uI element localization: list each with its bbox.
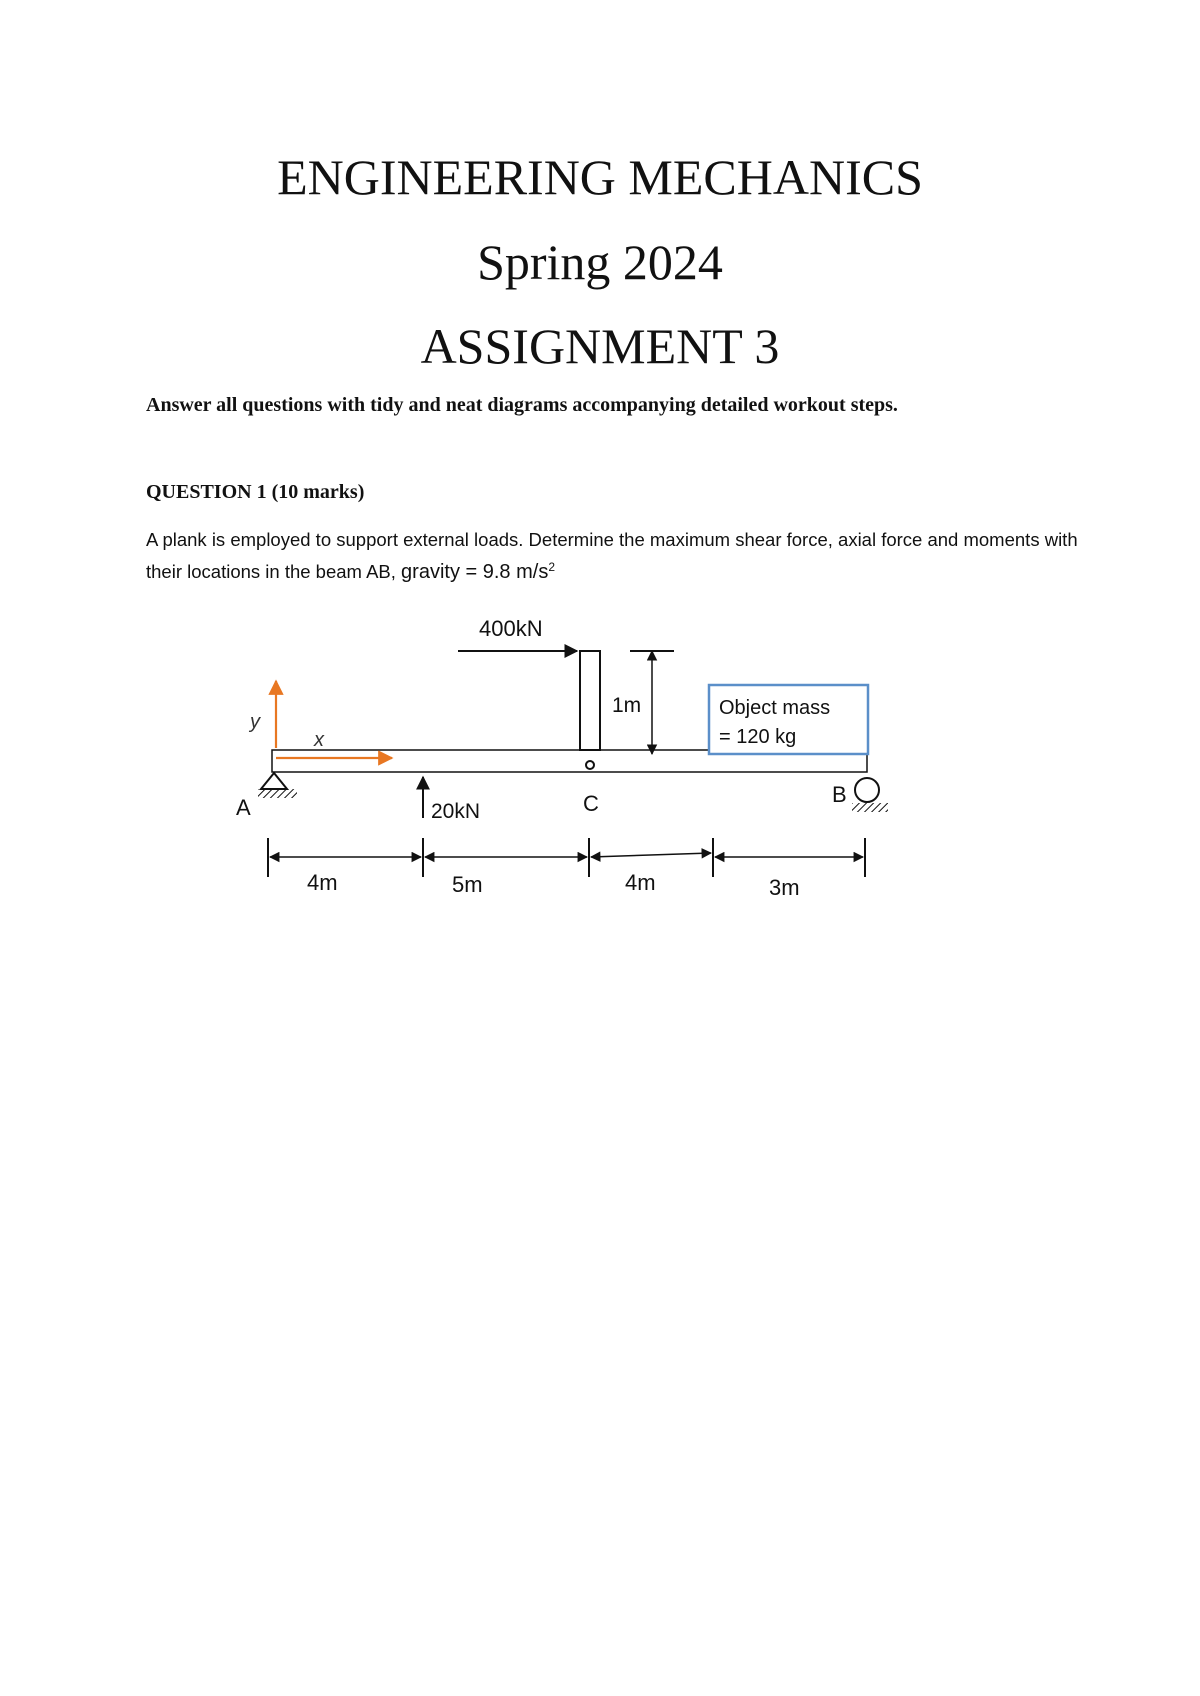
dim-label-2: 5m: [452, 872, 483, 897]
y-axis-label: y: [250, 711, 260, 733]
point-b-label: B: [832, 782, 847, 807]
post-height-label: 1m: [612, 694, 642, 717]
horizontal-load-label: 400kN: [479, 616, 543, 641]
point-a-label: A: [236, 795, 251, 820]
pin-support-a: [261, 773, 287, 789]
instructions: Answer all questions with tidy and neat diagrams accompanying detailed workout steps.: [146, 394, 898, 416]
dim-label-1: 4m: [307, 870, 338, 895]
course-title: ENGINEERING MECHANICS: [277, 149, 923, 205]
gravity-exponent: 2: [548, 560, 556, 574]
term-title: Spring 2024: [477, 234, 723, 290]
question-body: A plank is employed to support external loads. Determine the maximum shear force, axial force and moments with their locations in the beam AB,: [146, 529, 1078, 582]
dim-line-3: [591, 853, 711, 857]
point-c-label: C: [583, 791, 599, 816]
vertical-load-label: 20kN: [431, 800, 481, 823]
vertical-post: [580, 651, 600, 750]
x-axis-label: x: [314, 729, 324, 751]
ground-hatch-b: [852, 803, 888, 812]
hinge-c: [586, 761, 594, 769]
gravity-label: gravity = 9.8 m/s: [401, 561, 549, 583]
object-label-line1: Object mass: [719, 697, 831, 719]
roller-support-b: [855, 778, 879, 802]
dim-label-3: 4m: [625, 870, 656, 895]
dim-label-4: 3m: [769, 875, 800, 900]
object-label-line2: = 120 kg: [719, 726, 797, 748]
ground-hatch-a: [258, 789, 297, 798]
question-heading: QUESTION 1 (10 marks): [146, 481, 365, 503]
assignment-title: ASSIGNMENT 3: [420, 318, 780, 374]
